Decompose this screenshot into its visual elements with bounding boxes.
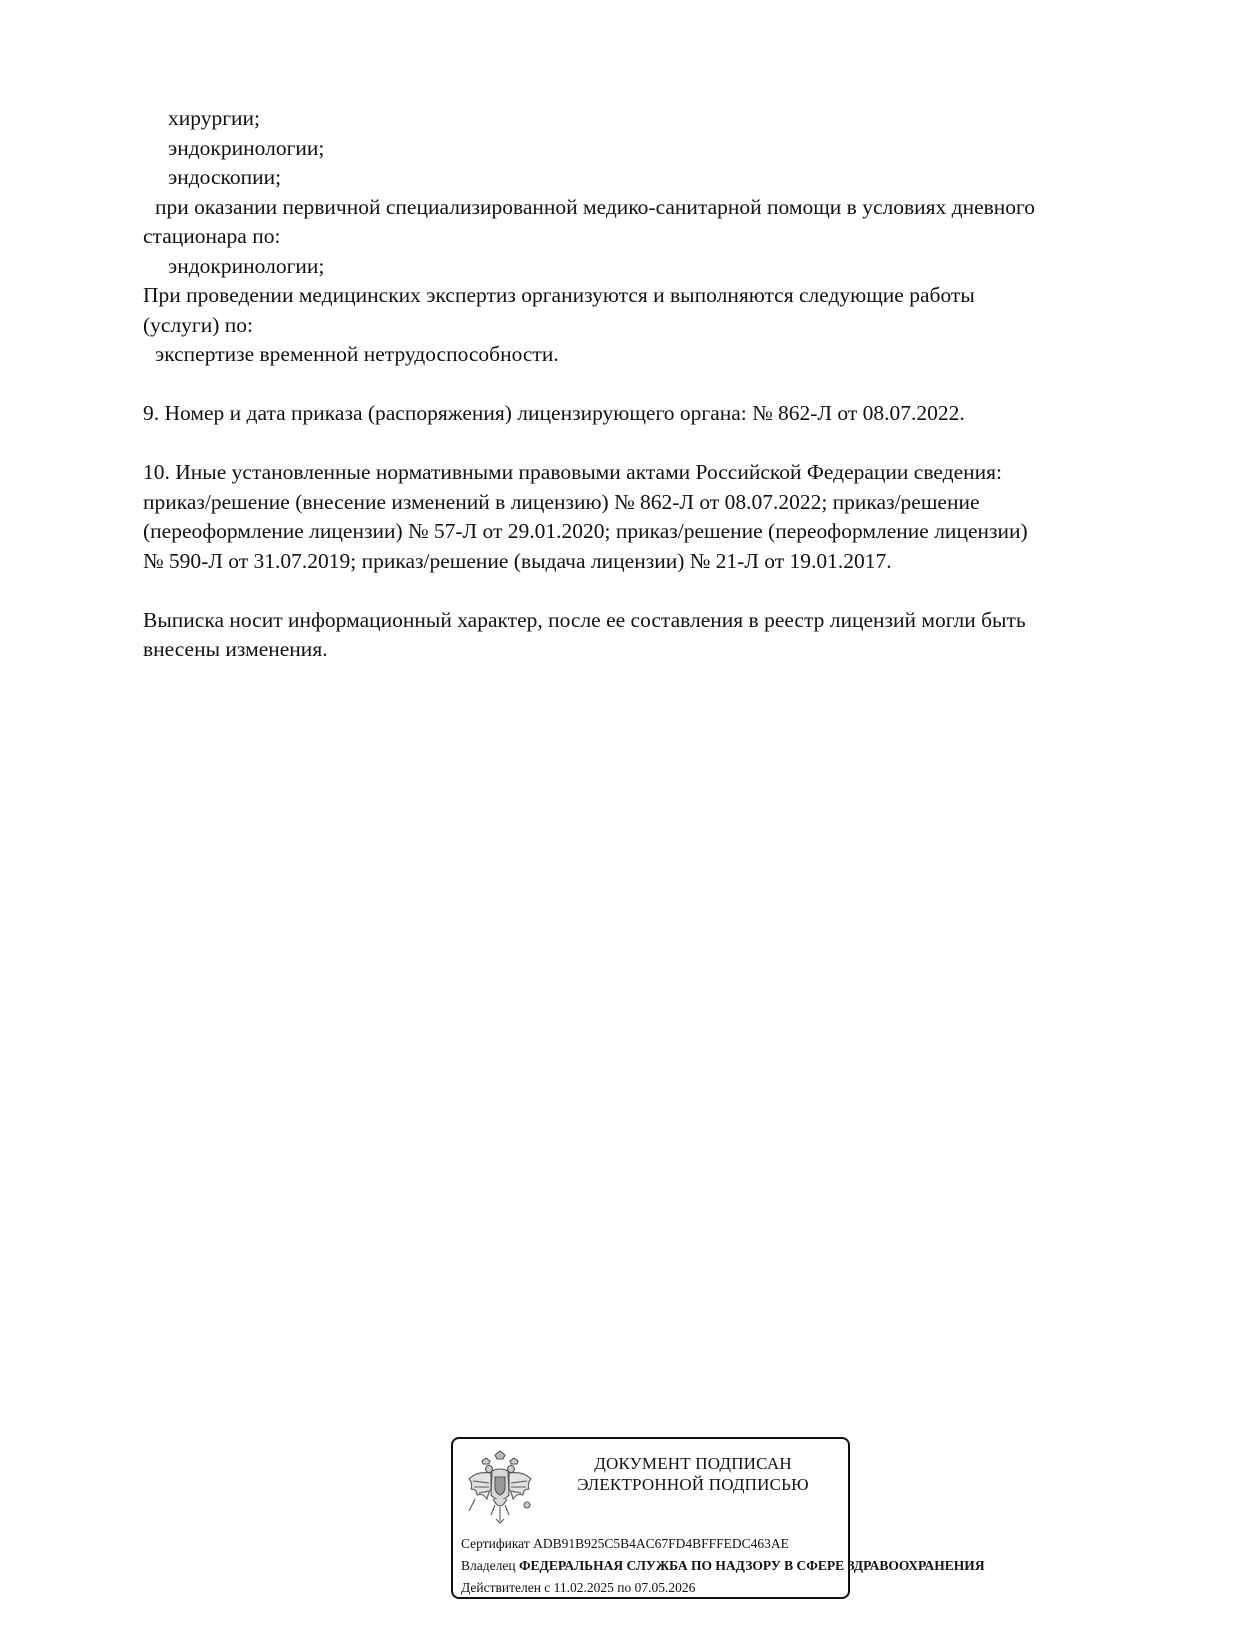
text-line: стационара по: [143, 224, 281, 248]
coat-of-arms-icon [465, 1449, 535, 1527]
text-line: экспертизе временной нетрудоспособности. [155, 342, 559, 366]
electronic-signature-stamp [451, 1437, 985, 1599]
text-line: эндокринологии; [168, 135, 325, 160]
text-line: № 590-Л от 31.07.2019; приказ/решение (выдача лицензии) № 21-Л от 19.01.2017. [143, 548, 892, 573]
text-line: Выписка носит информационный характер, после ее составления в реестр лицензий могли быть [143, 607, 1026, 632]
text-line: 9. Номер и дата приказа (распоряжения) лицензирующего органа: № 862-Л от 08.07.2022. [143, 401, 965, 425]
text-line: внесены изменения. [143, 637, 328, 661]
certificate-value: ADB91B925C5B4AC67FD4BFFFEDC463AE [533, 1536, 789, 1551]
text-line: приказ/решение (внесение изменений в лицензию) № 862-Л от 08.07.2022; приказ/решение [143, 489, 980, 514]
owner-row [461, 1555, 985, 1577]
owner-value: ФЕДЕРАЛЬНАЯ СЛУЖБА ПО НАДЗОРУ В СФЕРЕ ЗДРАВООХРАНЕНИЯ [518, 1558, 985, 1573]
text-line: (переоформление лицензии) № 57-Л от 29.01.2020; приказ/решение (переоформление лицензии) [143, 519, 1028, 543]
document-body [143, 104, 1153, 665]
text-line: хирургии; [168, 106, 261, 130]
stamp-title [543, 1453, 843, 1495]
stamp-details [461, 1533, 985, 1599]
text-line: (услуги) по: [143, 312, 254, 337]
owner-label: Владелец [461, 1558, 516, 1573]
blank-line [143, 576, 1153, 606]
blank-line [143, 370, 1153, 400]
stamp-title-line-2: ЭЛЕКТРОННОЙ ПОДПИСЬЮ [577, 1475, 809, 1494]
text-line: 10. Иные установленные нормативными правовыми актами Российской Федерации сведения: [143, 460, 1002, 484]
blank-line [143, 429, 1153, 459]
certificate-label: Сертификат [461, 1536, 530, 1551]
text-line: при оказании первичной специализированной медико-санитарной помощи в условиях дневного [155, 194, 1036, 219]
validity-row: Действителен с 11.02.2025 по 07.05.2026 [461, 1580, 696, 1595]
text-line: эндоскопии; [168, 165, 282, 189]
stamp-title-line-1: ДОКУМЕНТ ПОДПИСАН [594, 1454, 792, 1473]
text-line: При проведении медицинских экспертиз организуются и выполняются следующие работы [143, 283, 975, 307]
certificate-row [461, 1533, 861, 1555]
text-line: эндокринологии; [168, 253, 325, 278]
